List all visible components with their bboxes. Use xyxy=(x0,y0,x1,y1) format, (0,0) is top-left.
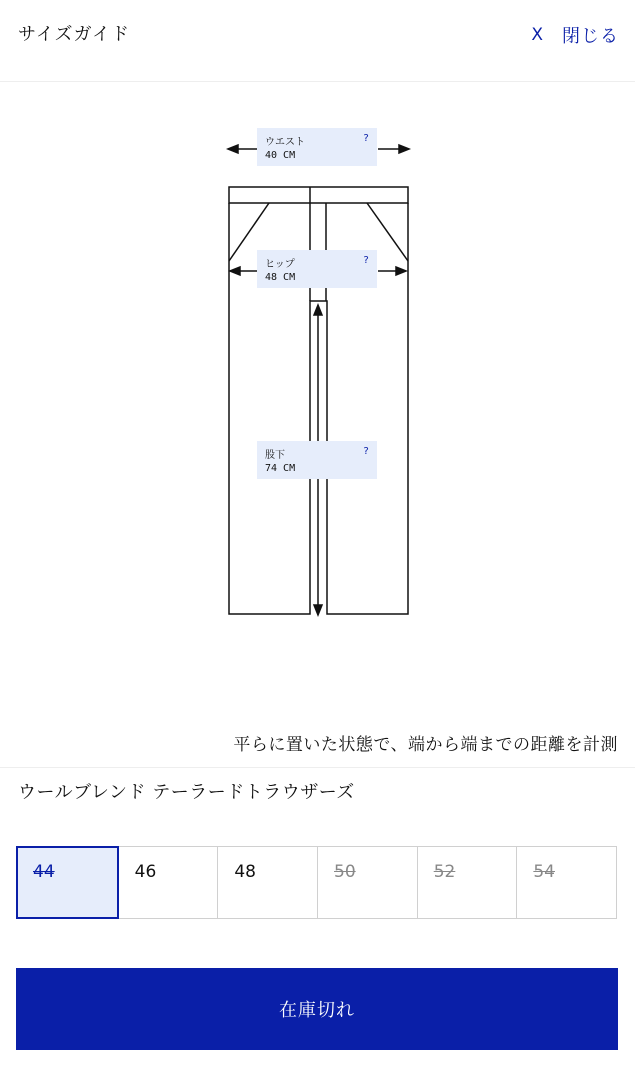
divider xyxy=(0,767,635,768)
size-label: 46 xyxy=(134,862,157,882)
waist-value: 40 CM xyxy=(265,150,296,161)
size-label: 44 xyxy=(33,862,55,882)
product-name: ウールブレンド テーラードトラウザーズ xyxy=(18,782,355,803)
trousers-illustration xyxy=(0,83,635,683)
size-label: 54 xyxy=(533,862,555,882)
waist-label: ウエスト xyxy=(265,137,305,148)
waistband-outline xyxy=(229,187,408,203)
size-option-54[interactable] xyxy=(516,846,617,919)
inseam-label: 股下 xyxy=(265,450,285,461)
hip-label: ヒップ xyxy=(265,259,295,270)
inseam-help-icon[interactable]: ? xyxy=(362,446,369,457)
size-selector xyxy=(16,846,617,919)
size-option-48[interactable] xyxy=(217,846,318,919)
close-icon[interactable]: X xyxy=(531,25,544,45)
size-option-46[interactable] xyxy=(118,846,219,919)
size-label: 48 xyxy=(234,862,256,882)
size-label: 52 xyxy=(433,862,456,882)
hip-help-icon[interactable]: ? xyxy=(362,255,369,266)
inseam-measurement xyxy=(257,441,377,479)
waist-measurement xyxy=(257,128,377,166)
size-diagram xyxy=(0,83,635,683)
waist-help-icon[interactable]: ? xyxy=(362,133,369,144)
size-option-50[interactable] xyxy=(317,846,418,919)
size-option-44[interactable] xyxy=(16,846,119,919)
measurement-note: 平らに置いた状態で、端から端までの距離を計測 xyxy=(233,735,618,755)
close-button[interactable] xyxy=(531,22,619,48)
inseam-value: 74 CM xyxy=(265,463,296,474)
page-title: サイズガイド xyxy=(18,24,131,45)
close-label[interactable]: 閉じる xyxy=(562,26,619,47)
header xyxy=(0,0,635,82)
out-of-stock-button[interactable]: 在庫切れ xyxy=(16,968,618,1050)
hip-measurement xyxy=(257,250,377,288)
size-option-52[interactable] xyxy=(417,846,518,919)
hip-value: 48 CM xyxy=(265,272,296,283)
size-label: 50 xyxy=(334,862,356,882)
